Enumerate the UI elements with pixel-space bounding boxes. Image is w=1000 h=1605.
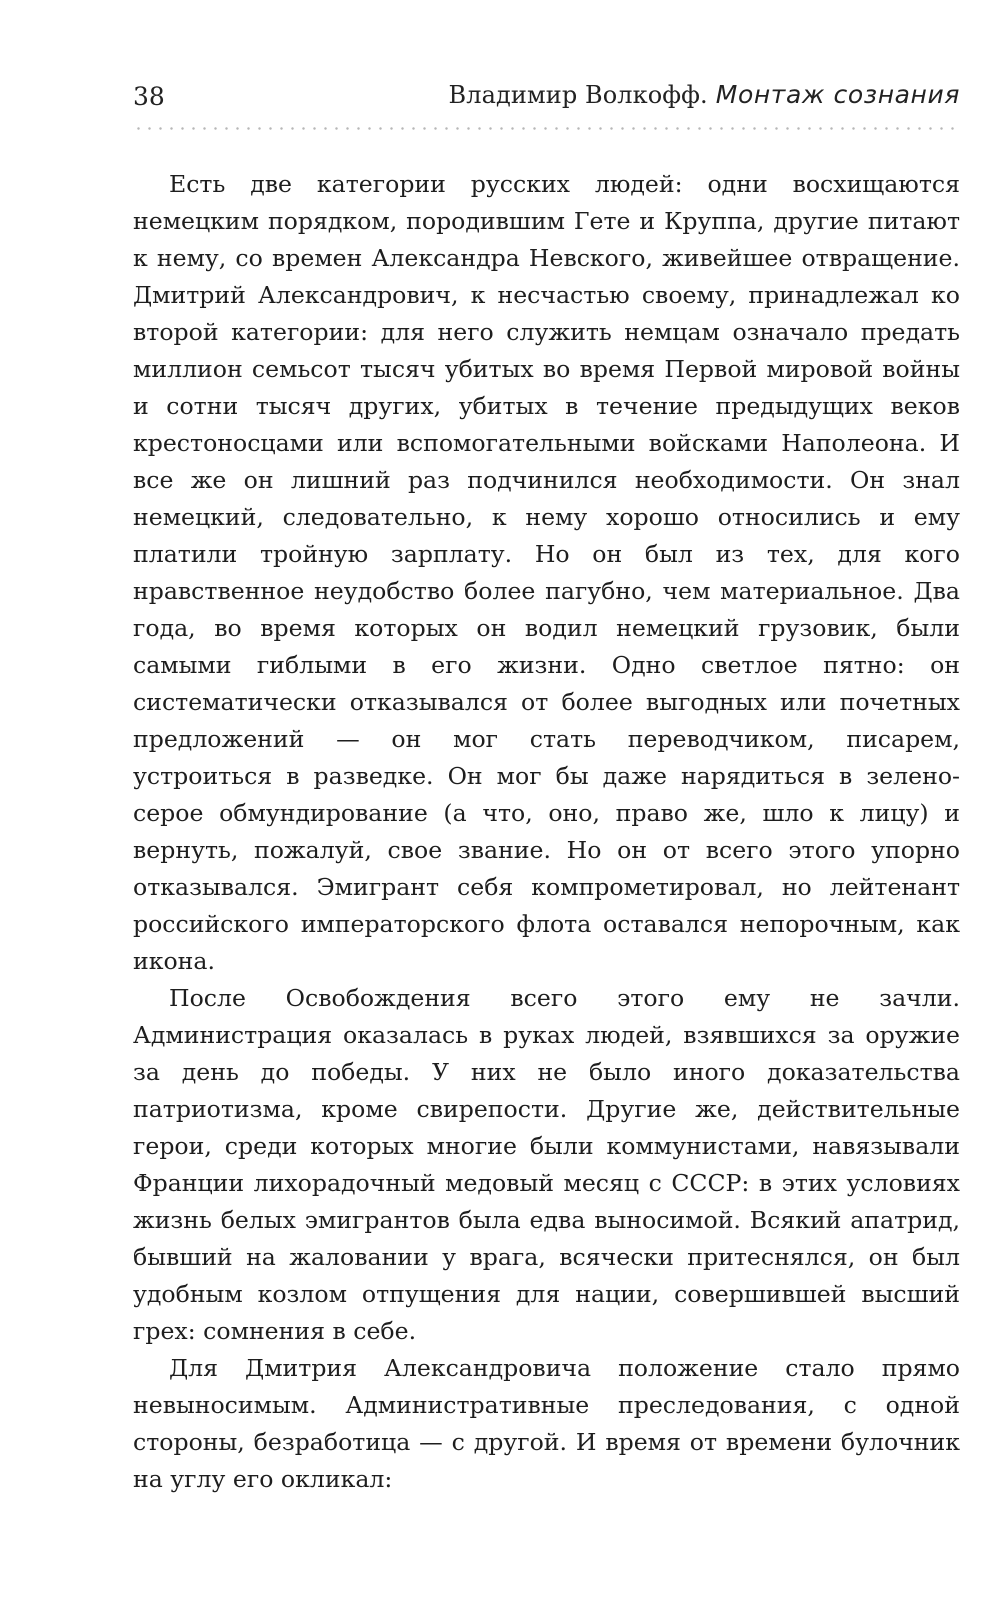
page-number: 38 xyxy=(133,82,165,111)
paragraph: Есть две категории русских людей: одни восхищаются немецким порядком, породившим Гете и Круппа, другие питают к нему, со времен Александра Невского, живейшее отвращение. Дмитрий Александрович, к несчастью своему, принадлежал ко второй категории: для него служить немцам означало предать миллион семьсот тысяч убитых во время Первой мировой войны и сотни тысяч других, убитых в течение предыдущих веков крестоносцами или вспомогательными войсками Наполеона. И все же он лишний раз подчинился необходимости. Он знал немецкий, следовательно, к нему хорошо относились и ему платили тройную зарплату. Но он был из тех, для кого нравственное неудобство более пагубно, чем материальное. Два года, во время которых он водил немецкий грузовик, были самыми гиблыми в его жизни. Одно светлое пятно: он систематически отказывался от более выгодных или почетных предложений — он мог стать переводчиком, писарем, устроиться в разведке. Он мог бы даже нарядиться в зелено-серое обмундирование (а что, оно, право же, шло к лицу) и вернуть, пожалуй, свое звание. Но он от всего этого упорно отказывался. Эмигрант себя компрометировал, но лейтенант российского императорского флота оставался непорочным, как икона. xyxy=(133,170,960,975)
running-head xyxy=(448,78,960,112)
paragraph: После Освобождения всего этого ему не зачли. Администрация оказалась в руках людей, взявшихся за оружие за день до победы. У них не было иного доказательства патриотизма, кроме свирепости. Другие же, действительные герои, среди которых многие были коммунистами, навязывали Франции лихорадочный медовый месяц с СССР: в этих условиях жизнь белых эмигрантов была едва выносимой. Всякий апатрид, бывший на жаловании у врага, всячески притеснялся, он был удобным козлом отпущения для нации, совершившей высший грех: сомнения в себе. xyxy=(133,984,960,1345)
running-head-title: Монтаж сознания xyxy=(715,80,960,109)
page-header xyxy=(133,78,960,122)
body-text xyxy=(133,166,960,1493)
header-dotted-rule xyxy=(133,127,960,130)
running-head-author: Владимир Волкофф. xyxy=(448,81,708,109)
paragraph: Для Дмитрия Александровича положение стало прямо невыносимым. Административные преследования, с одной стороны, безработица — с другой. И время от времени булочник на углу его окликал: xyxy=(133,1354,960,1493)
